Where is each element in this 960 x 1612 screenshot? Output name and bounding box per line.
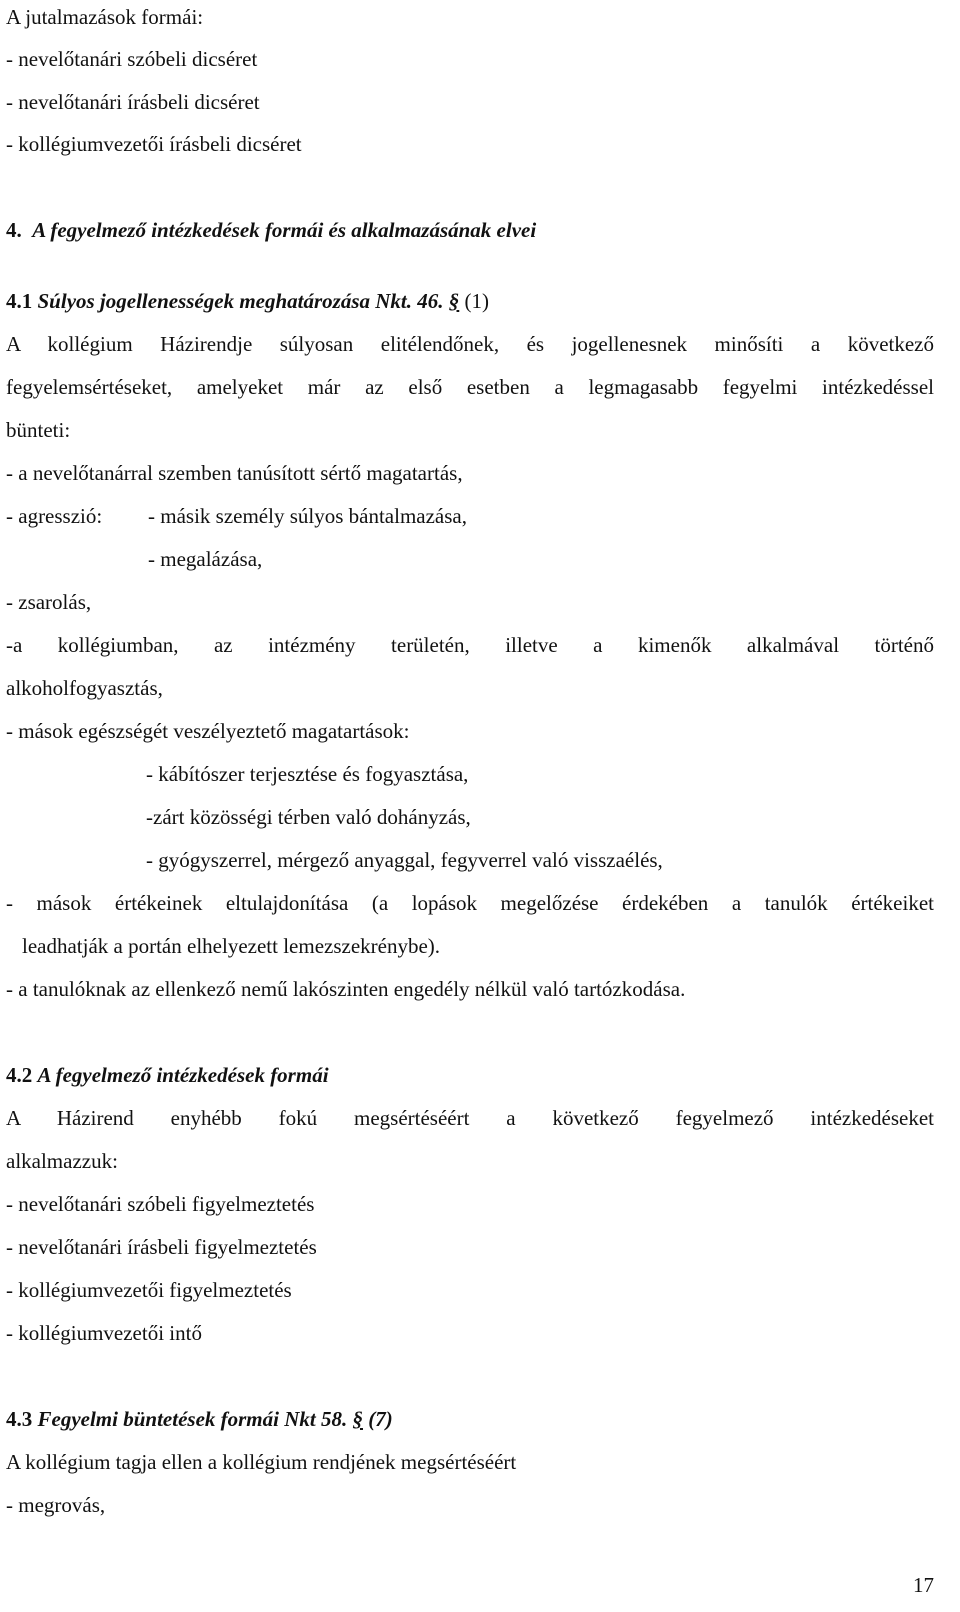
section-4-heading [6, 217, 536, 243]
section-number: 4.2 [6, 1063, 33, 1087]
list-item: - kollégiumvezetői figyelmeztetés [6, 1278, 292, 1302]
list-item: - megrovás, [6, 1493, 106, 1517]
section-number: 4.1 [6, 289, 33, 313]
paragraph-sign: § [448, 289, 460, 313]
section-title: Súlyos jogellenességek meghatározása Nkt. 46. [37, 289, 444, 313]
rewards-item: - nevelőtanári szóbeli dicséret [6, 47, 258, 71]
list-subitem: - kábítószer terjesztése és fogyasztása, [146, 762, 469, 786]
paragraph-line: A Házirend enyhébb fokú megsértéséért a következő fegyelmező intézkedéseket [6, 1106, 934, 1130]
list-item: - mások egészségét veszélyeztető magatartások: [6, 719, 410, 743]
rewards-heading: A jutalmazások formái: [6, 5, 204, 29]
list-subitem: - másik személy súlyos bántalmazása, [148, 504, 467, 528]
list-subitem: - gyógyszerrel, mérgező anyaggal, fegyverrel való visszaélés, [146, 848, 663, 872]
paragraph-line: A kollégium tagja ellen a kollégium rendjének megsértéséért [6, 1450, 517, 1474]
list-item: - nevelőtanári szóbeli figyelmeztetés [6, 1192, 315, 1216]
paragraph-ref: (7) [368, 1407, 393, 1431]
paragraph-ref: (1) [464, 289, 490, 313]
paragraph-line: A kollégium Házirendje súlyosan elitélendőnek, és jogellenesnek minősíti a következő [6, 332, 934, 356]
section-title: A fegyelmező intézkedések formái [37, 1063, 329, 1087]
list-item-continuation: leadhatják a portán elhelyezett lemezszekrénybe). [22, 934, 441, 958]
list-item: - zsarolás, [6, 590, 92, 614]
section-4-2-heading [6, 1062, 329, 1088]
list-item-continuation: alkoholfogyasztás, [6, 676, 163, 700]
page-number: 17 [913, 1573, 934, 1597]
list-item: - a tanulóknak az ellenkező nemű lakószinten engedély nélkül való tartózkodása. [6, 977, 686, 1001]
list-item: - nevelőtanári írásbeli figyelmeztetés [6, 1235, 317, 1259]
list-subitem: -zárt közösségi térben való dohányzás, [146, 805, 471, 829]
list-item: - a nevelőtanárral szemben tanúsított sértő magatartás, [6, 461, 463, 485]
rewards-item: - kollégiumvezetői írásbeli dicséret [6, 132, 302, 156]
rewards-item: - nevelőtanári írásbeli dicséret [6, 90, 260, 114]
section-4-3-heading [6, 1406, 393, 1432]
section-4-1-heading [6, 288, 489, 314]
paragraph-line: bünteti: [6, 418, 71, 442]
section-number: 4. [6, 218, 22, 242]
list-item-label: - agresszió: [6, 504, 103, 528]
list-item: - kollégiumvezetői intő [6, 1321, 202, 1345]
paragraph-line: fegyelemsértéseket, amelyeket már az első esetben a legmagasabb fegyelmi intézkedéssel [6, 375, 934, 399]
paragraph-sign: § [352, 1407, 363, 1431]
list-item: -a kollégiumban, az intézmény területén, illetve a kimenők alkalmával történő [6, 633, 934, 657]
section-title: A fegyelmező intézkedések formái és alkalmazásának elvei [32, 218, 537, 242]
list-item: - mások értékeinek eltulajdonítása (a lopások megelőzése érdekében a tanulók értékeiket [6, 891, 934, 915]
paragraph-line: alkalmazzuk: [6, 1149, 118, 1173]
section-title: Fegyelmi büntetések formái Nkt 58. [37, 1407, 348, 1431]
section-number: 4.3 [6, 1407, 33, 1431]
list-subitem: - megalázása, [148, 547, 263, 571]
